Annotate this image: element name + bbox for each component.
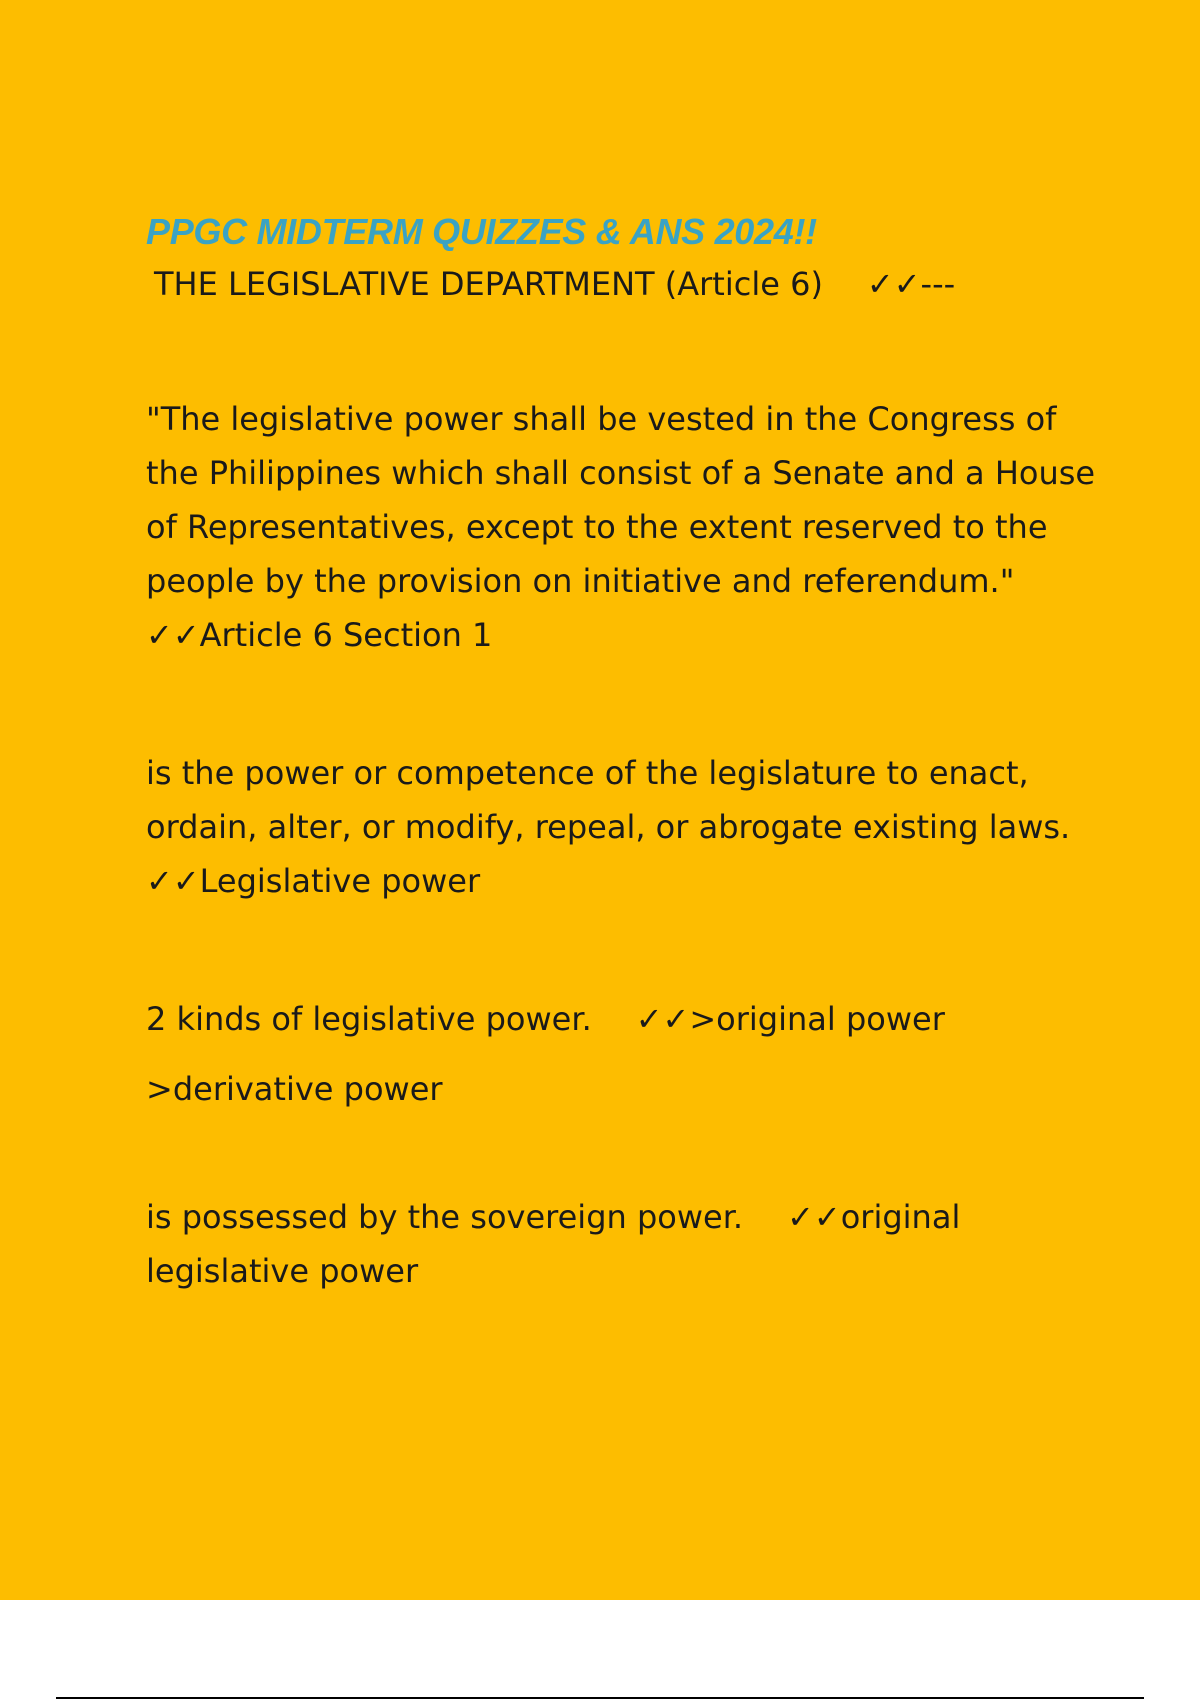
question-text: "The legislative power shall be vested in the Congress of the Philippines which shall consist of a Senate and a House of Representatives, except to the extent reserved to the people by the provision on initiative and referendum.": [146, 400, 1096, 600]
question-text: is possessed by the sovereign power.: [146, 1198, 744, 1236]
qa-item-3: [146, 992, 1106, 1116]
answer-text: ✓✓>original power: [635, 1000, 945, 1038]
qa-item-1: [146, 392, 1106, 662]
answer-text: ✓✓Legislative power: [146, 862, 481, 900]
question-text: is the power or competence of the legislature to enact, ordain, alter, or modify, repeal, or abrogate existing laws.: [146, 754, 1071, 846]
section-heading-text: THE LEGISLATIVE DEPARTMENT (Article 6): [154, 265, 823, 303]
qa-item-2: [146, 746, 1106, 908]
section-heading-answer: ✓✓---: [866, 265, 956, 303]
answer-text: ✓✓Article 6 Section 1: [146, 616, 493, 654]
document-content: [146, 208, 1106, 1298]
answer-text: ✓✓original legislative power: [146, 1198, 961, 1290]
document-title: PPGC MIDTERM QUIZZES & ANS 2024!!: [146, 211, 817, 252]
answer-text-continued: >derivative power: [146, 1070, 443, 1108]
qa-item-4: [146, 1190, 1106, 1298]
section-heading: [154, 260, 1106, 308]
footer-divider: [56, 1697, 1144, 1699]
question-text: 2 kinds of legislative power.: [146, 1000, 592, 1038]
